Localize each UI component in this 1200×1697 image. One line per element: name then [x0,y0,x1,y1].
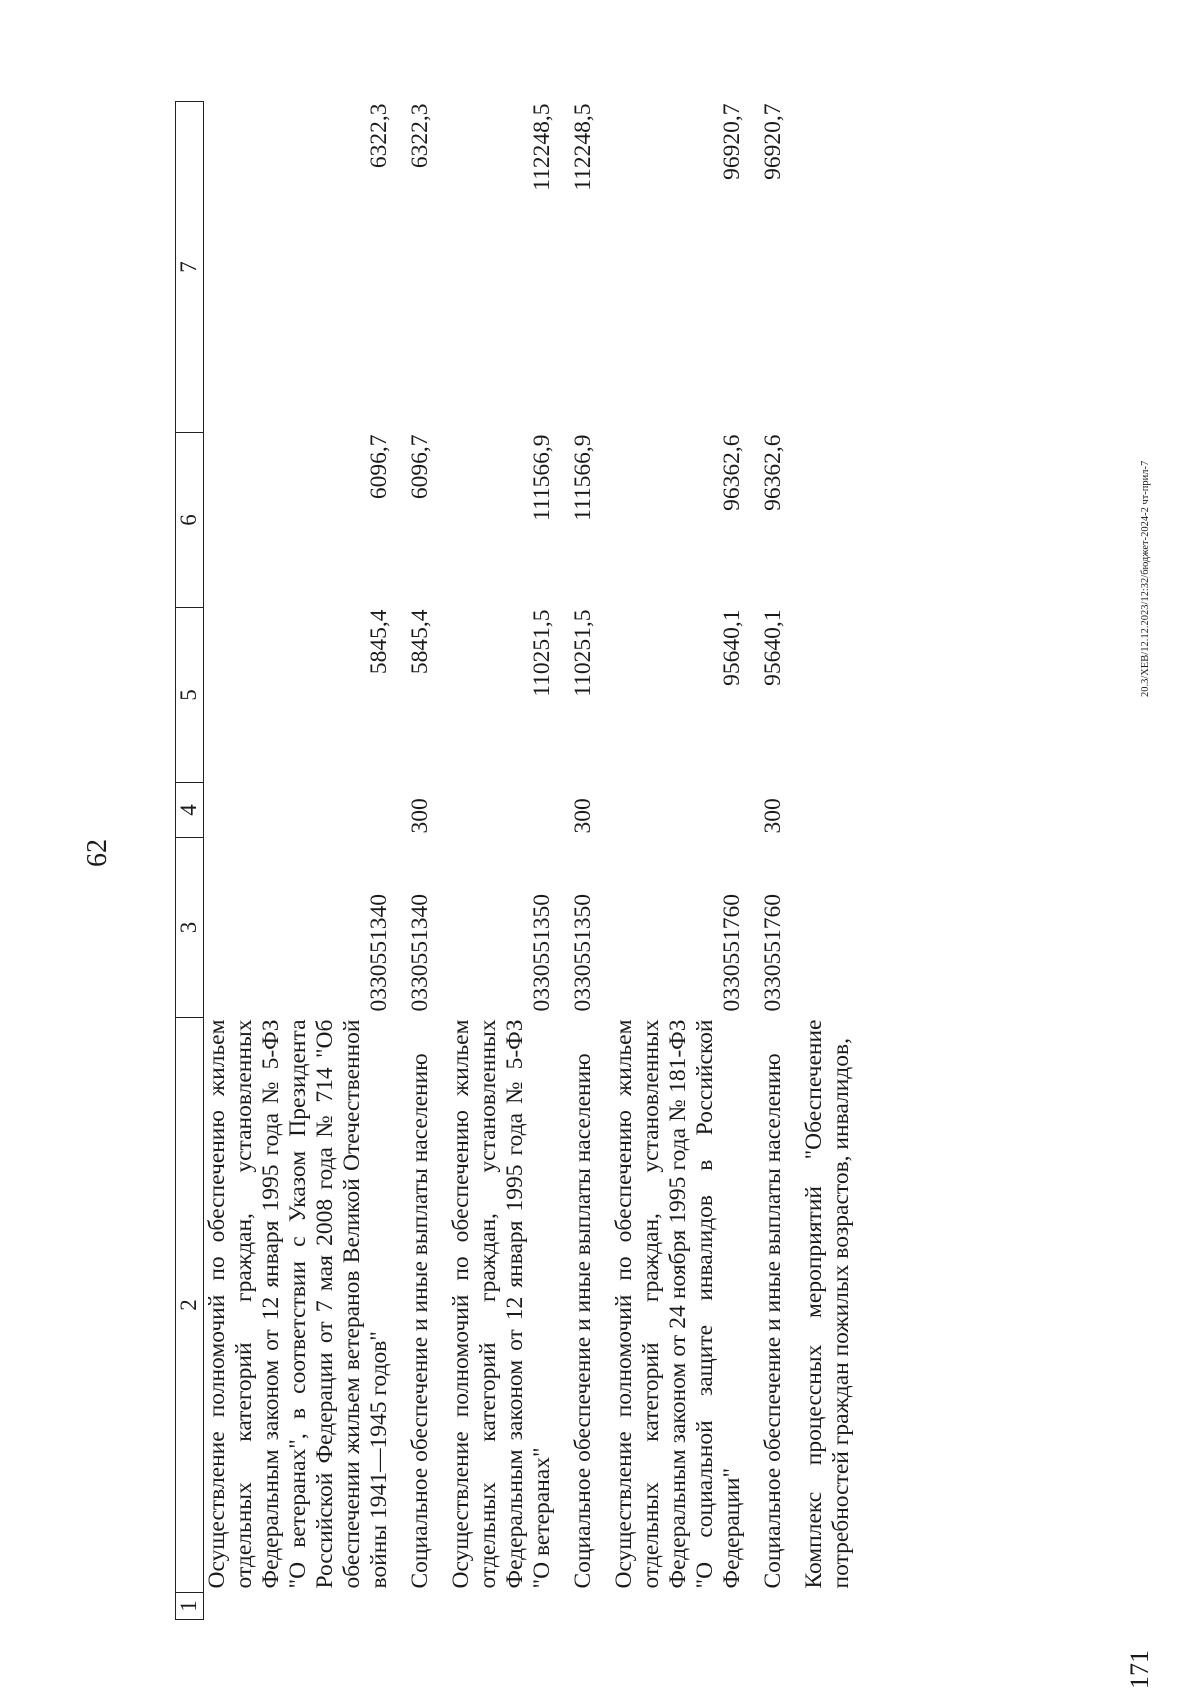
header-col-3: 3 [176,838,204,1018]
row-vr [611,783,760,838]
row-value-2025: 111566,9 [529,434,556,521]
row-code: 0330551760 [719,894,746,1012]
table-row [801,102,869,1620]
row-code: 0330551760 [760,894,787,1012]
row-code [801,838,869,1018]
row-value-2026: 6322,3 [366,103,393,169]
header-col-7: 7 [176,102,204,433]
row-value-2024: 5845,4 [407,609,434,675]
row-value-2026: 96920,7 [760,103,787,180]
row-value-2025 [801,433,869,608]
row-value-2025: 96362,6 [760,434,787,511]
row-vr: 300 [760,798,787,834]
row-vr [801,783,869,838]
row-name: Осуществление полномочий по обеспечению жильем отдельных категорий граждан, установленных Федеральным законом от 24 ноября 1995 года № 181-ФЗ "О социальной защите инвалидов в Российской Федерации" [611,1019,746,1589]
header-col-1: 1 [176,1593,204,1620]
row-value-2026: 96920,7 [719,103,746,180]
row-name: Осуществление полномочий по обеспечению жильем отдельных категорий граждан, установленных Федеральным законом от 12 января 1995 года № 5-ФЗ "О ветеранах", в соответствии с Указом Президента Российской Федерации от 7 мая 2008 года № 714 "Об обеспечении жильем ветеранов Великой Отечественной войны 1941—1945 годов" [204,1019,393,1589]
row-code: 0330551350 [570,894,597,1012]
row-name: Социальное обеспечение и иные выплаты населению [760,1053,787,1589]
header-col-4: 4 [176,783,204,838]
row-code: 0330551340 [366,894,393,1012]
row-vr [448,783,570,838]
row-vr: 300 [570,798,597,834]
row-value-2025: 6096,7 [366,434,393,500]
row-code: 0330551340 [407,894,434,1012]
row-vr: 300 [407,798,434,834]
table-row [570,102,611,1620]
row-value-2024: 110251,5 [529,609,556,697]
row-value-2026: 6322,3 [407,103,434,169]
document-footer-code: 20.3/ХЕВ/12.12.2023/12:32/бюджет-2024-2 чт-прил-7 [1140,460,1151,697]
row-vr [204,783,408,838]
row-name: Социальное обеспечение и иные выплаты населению [570,1053,597,1589]
row-value-2026 [801,102,869,433]
row-value-2024: 110251,5 [570,609,597,697]
header-col-5: 5 [176,608,204,783]
header-col-2: 2 [176,1018,204,1593]
row-value-2024 [801,608,869,783]
table-row [760,102,801,1620]
header-col-6: 6 [176,433,204,608]
row-value-2024: 95640,1 [760,609,787,686]
table-row [611,102,760,1620]
budget-table [175,101,869,1620]
row-name: Осуществление полномочий по обеспечению жильем отдельных категорий граждан, установленных Федеральным законом от 12 января 1995 года № 5-ФЗ "О ветеранах" [448,1019,556,1589]
row-value-2025: 96362,6 [719,434,746,511]
row-value-2026: 112248,5 [529,103,556,191]
row-value-2025: 6096,7 [407,434,434,500]
row-name: Комплекс процессных мероприятий "Обеспечение потребностей граждан пожилых возрастов, инвалидов, [801,1019,855,1589]
row-name: Социальное обеспечение и иные выплаты населению [407,1053,434,1589]
table-header-row [176,102,204,1620]
row-code: 0330551350 [529,894,556,1012]
row-value-2024: 95640,1 [719,609,746,686]
table-row [407,102,448,1620]
row-value-2026: 112248,5 [570,103,597,191]
row-value-2024: 5845,4 [366,609,393,675]
page-number: 62 [82,839,113,867]
row-value-2025: 111566,9 [570,434,597,521]
sheet-number: 171 [1125,1650,1154,1689]
table-row [448,102,570,1620]
table-row [204,102,408,1620]
